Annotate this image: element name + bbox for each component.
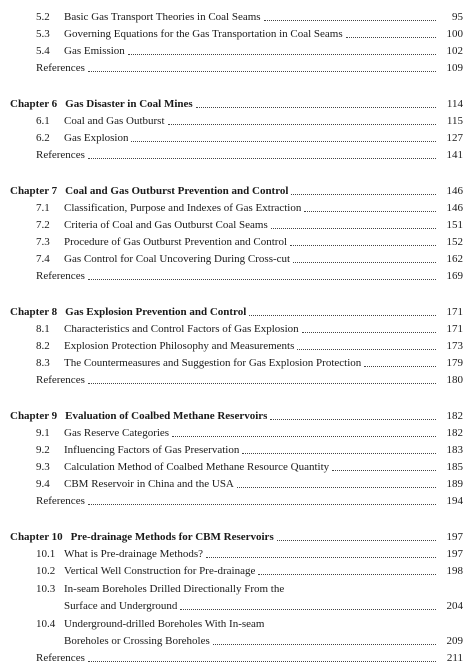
dot-leader xyxy=(271,228,436,229)
toc-section-entry[interactable] xyxy=(0,475,469,491)
toc-entry-number: 10.1 xyxy=(36,548,56,560)
toc-entry-title: Underground-drilled Boreholes With In-seam xyxy=(64,618,265,630)
toc-entry-number: 5.2 xyxy=(36,11,50,23)
toc-page-number: 100 xyxy=(446,28,463,40)
toc-entry-title: References xyxy=(36,62,85,74)
toc-entry-title: Explosion Protection Philosophy and Measurements xyxy=(64,340,295,352)
toc-entry-title: CBM Reservoir in China and the USA xyxy=(64,478,234,490)
toc-entry-number: 10.4 xyxy=(36,618,56,630)
toc-section-entry[interactable] xyxy=(0,250,469,266)
dot-leader xyxy=(131,141,436,142)
toc-entry-title: What is Pre-drainage Methods? xyxy=(64,548,203,560)
dot-leader xyxy=(293,262,436,263)
toc-entry-title: Gas Control for Coal Uncovering During Cross-cut xyxy=(64,253,291,265)
toc-entry-title: Pre-drainage Methods for CBM Reservoirs xyxy=(70,531,274,543)
toc-chapter-entry[interactable] xyxy=(0,182,469,198)
dot-leader xyxy=(302,332,436,333)
dot-leader xyxy=(88,158,436,159)
toc-section-entry[interactable] xyxy=(0,112,469,128)
toc-entry-number: 8.3 xyxy=(36,357,50,369)
toc-references-entry[interactable] xyxy=(0,371,469,387)
toc-page-number: 211 xyxy=(446,652,463,664)
toc-entry-title: Gas Explosion Prevention and Control xyxy=(65,306,247,318)
toc-chapter-entry[interactable] xyxy=(0,528,469,544)
dot-leader xyxy=(237,487,436,488)
toc-page-number: 180 xyxy=(446,374,463,386)
dot-leader xyxy=(332,470,436,471)
toc-entry-number: 5.4 xyxy=(36,45,50,57)
toc-entry-title: The Countermeasures and Suggestion for Gas Explosion Protection xyxy=(64,357,362,369)
toc-section-entry[interactable] xyxy=(0,42,469,58)
dot-leader xyxy=(213,644,436,645)
toc-page-number: 146 xyxy=(446,185,463,197)
toc-entry-continuation[interactable] xyxy=(0,632,469,648)
toc-entry-number: 7.2 xyxy=(36,219,50,231)
dot-leader xyxy=(346,37,436,38)
toc-entry-title: Characteristics and Control Factors of Gas Explosion xyxy=(64,323,299,335)
dot-leader xyxy=(88,71,436,72)
dot-leader xyxy=(270,419,436,420)
toc-page-number: 162 xyxy=(446,253,463,265)
toc-entry-number: 7.1 xyxy=(36,202,50,214)
toc-section-entry[interactable] xyxy=(0,25,469,41)
toc-entry-title: Gas Emission xyxy=(64,45,125,57)
toc-entry-title: Procedure of Gas Outburst Prevention and Control xyxy=(64,236,288,248)
toc-entry-number: 9.2 xyxy=(36,444,50,456)
toc-page-number: 179 xyxy=(446,357,463,369)
toc-page-number: 182 xyxy=(446,427,463,439)
toc-entry-number: Chapter 10 xyxy=(10,531,63,543)
toc-page-number: 204 xyxy=(446,600,463,612)
dot-leader xyxy=(180,609,436,610)
toc-entry-title: In-seam Boreholes Drilled Directionally From the xyxy=(64,583,285,595)
toc-section-entry[interactable] xyxy=(0,545,469,561)
toc-references-entry[interactable] xyxy=(0,492,469,508)
dot-leader xyxy=(206,557,436,558)
toc-references-entry[interactable] xyxy=(0,146,469,162)
toc-entry-number: Chapter 8 xyxy=(10,306,58,318)
toc-entry-title: Calculation Method of Coalbed Methane Resource Quantity xyxy=(64,461,330,473)
toc-references-entry[interactable] xyxy=(0,649,469,665)
toc-entry-number: 9.4 xyxy=(36,478,50,490)
toc-entry-continuation[interactable] xyxy=(0,597,469,613)
toc-entry-title: Vertical Well Construction for Pre-drainage xyxy=(64,565,256,577)
toc-section-entry[interactable] xyxy=(0,216,469,232)
dot-leader xyxy=(172,436,436,437)
dot-leader xyxy=(297,349,436,350)
toc-page-number: 151 xyxy=(446,219,463,231)
toc-entry-title: Surface and Underground xyxy=(64,600,178,612)
toc-page-number: 146 xyxy=(446,202,463,214)
toc-section-entry[interactable] xyxy=(0,615,469,631)
toc-entry-title: References xyxy=(36,652,85,664)
toc-page-number: 115 xyxy=(446,115,463,127)
toc-entry-title: Basic Gas Transport Theories in Coal Seams xyxy=(64,11,261,23)
dot-leader xyxy=(242,453,436,454)
toc-page-number: 194 xyxy=(446,495,463,507)
toc-page-number: 169 xyxy=(446,270,463,282)
toc-section-entry[interactable] xyxy=(0,580,469,596)
toc-page-number: 171 xyxy=(446,306,463,318)
toc-entry-title: Coal and Gas Outburst Prevention and Control xyxy=(65,185,289,197)
dot-leader xyxy=(168,124,436,125)
toc-page-number: 127 xyxy=(446,132,463,144)
toc-entry-title: Gas Reserve Categories xyxy=(64,427,170,439)
toc-entry-title: References xyxy=(36,495,85,507)
toc-entry-title: Boreholes or Crossing Boreholes xyxy=(64,635,210,647)
toc-section-entry[interactable] xyxy=(0,441,469,457)
dot-leader xyxy=(258,574,436,575)
toc-entry-title: Gas Disaster in Coal Mines xyxy=(65,98,193,110)
toc-entry-title: References xyxy=(36,374,85,386)
toc-references-entry[interactable] xyxy=(0,59,469,75)
toc-section-entry[interactable] xyxy=(0,8,469,24)
toc-page-number: 171 xyxy=(446,323,463,335)
toc-entry-number: 8.1 xyxy=(36,323,50,335)
toc-entry-title: References xyxy=(36,149,85,161)
toc-chapter-entry[interactable] xyxy=(0,407,469,423)
toc-page-number: 173 xyxy=(446,340,463,352)
dot-leader xyxy=(88,383,436,384)
toc-page-number: 183 xyxy=(446,444,463,456)
toc-page-number: 109 xyxy=(446,62,463,74)
toc-entry-number: 10.3 xyxy=(36,583,56,595)
toc-page-number: 152 xyxy=(446,236,463,248)
toc-section-entry[interactable] xyxy=(0,337,469,353)
toc-entry-number: 10.2 xyxy=(36,565,56,577)
toc-section-entry[interactable] xyxy=(0,320,469,336)
toc-page-number: 182 xyxy=(446,410,463,422)
toc-section-entry[interactable] xyxy=(0,562,469,578)
toc-entry-number: Chapter 6 xyxy=(10,98,58,110)
toc-entry-number: 6.1 xyxy=(36,115,50,127)
toc-page-number: 141 xyxy=(446,149,463,161)
toc-entry-number: 5.3 xyxy=(36,28,50,40)
toc-page-number: 197 xyxy=(446,531,463,543)
toc-page-number: 209 xyxy=(446,635,463,647)
dot-leader xyxy=(264,20,436,21)
toc-page-number: 95 xyxy=(452,11,463,23)
dot-leader xyxy=(364,366,436,367)
toc-entry-number: 7.3 xyxy=(36,236,50,248)
toc-entry-title: Criteria of Coal and Gas Outburst Coal Seams xyxy=(64,219,268,231)
dot-leader xyxy=(277,540,436,541)
toc-entry-title: Coal and Gas Outburst xyxy=(64,115,165,127)
toc-section-entry[interactable] xyxy=(0,354,469,370)
toc-entry-title: Evaluation of Coalbed Methane Reservoirs xyxy=(65,410,268,422)
dot-leader xyxy=(128,54,436,55)
dot-leader xyxy=(249,315,436,316)
dot-leader xyxy=(88,661,436,662)
dot-leader xyxy=(88,504,436,505)
toc-entry-title: Influencing Factors of Gas Preservation xyxy=(64,444,240,456)
toc-section-entry[interactable] xyxy=(0,233,469,249)
dot-leader xyxy=(196,107,436,108)
toc-entry-number: 9.3 xyxy=(36,461,50,473)
dot-leader xyxy=(304,211,436,212)
toc-entry-number: 8.2 xyxy=(36,340,50,352)
toc-page-number: 185 xyxy=(446,461,463,473)
toc-page-number: 189 xyxy=(446,478,463,490)
toc-page-number: 102 xyxy=(446,45,463,57)
toc-page-number: 197 xyxy=(446,548,463,560)
toc-entry-title: Classification, Purpose and Indexes of Gas Extraction xyxy=(64,202,302,214)
toc-section-entry[interactable] xyxy=(0,424,469,440)
toc-section-entry[interactable] xyxy=(0,129,469,145)
toc-entry-title: Gas Explosion xyxy=(64,132,129,144)
dot-leader xyxy=(290,245,436,246)
toc-references-entry[interactable] xyxy=(0,267,469,283)
toc-entry-number: 7.4 xyxy=(36,253,50,265)
dot-leader xyxy=(291,194,436,195)
toc-entry-number: Chapter 7 xyxy=(10,185,58,197)
toc-section-entry[interactable] xyxy=(0,199,469,215)
dot-leader xyxy=(88,279,436,280)
toc-entry-number: 6.2 xyxy=(36,132,50,144)
toc-chapter-entry[interactable] xyxy=(0,303,469,319)
toc-entry-number: 9.1 xyxy=(36,427,50,439)
toc-section-entry[interactable] xyxy=(0,458,469,474)
toc-entry-title: References xyxy=(36,270,85,282)
toc-page-number: 198 xyxy=(446,565,463,577)
toc-chapter-entry[interactable] xyxy=(0,95,469,111)
toc-entry-title: Governing Equations for the Gas Transportation in Coal Seams xyxy=(64,28,343,40)
toc-entry-number: Chapter 9 xyxy=(10,410,58,422)
toc-page-number: 114 xyxy=(446,98,463,110)
